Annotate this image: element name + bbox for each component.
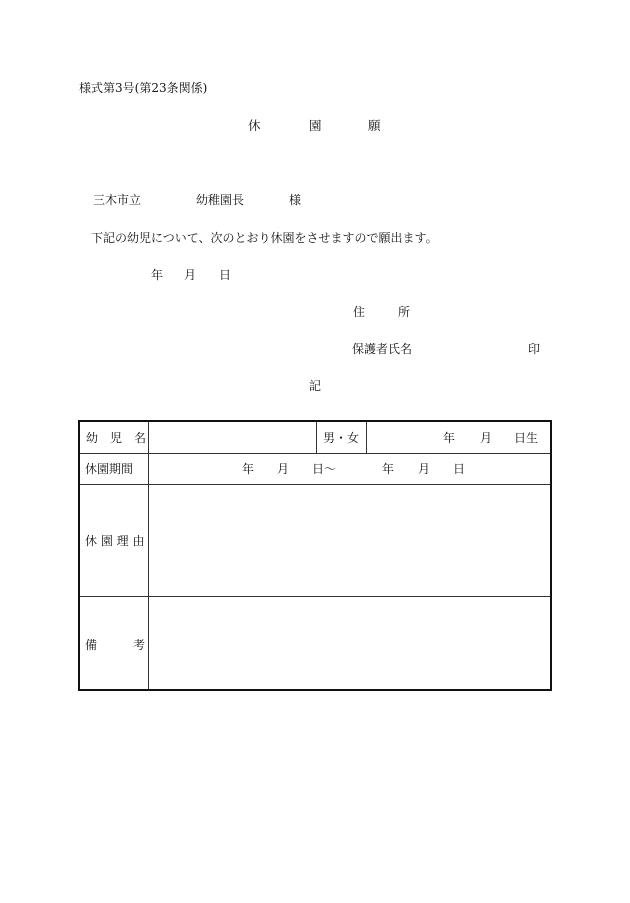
- title-char-1: 休: [248, 118, 261, 133]
- period-end-month: 月: [418, 462, 431, 476]
- gender-left-divider: [316, 422, 317, 453]
- absence-period-label: 休園期間: [85, 462, 134, 476]
- remarks-label-2: 考: [133, 638, 146, 652]
- seal-label: 印: [528, 342, 541, 356]
- row-divider-2: [80, 484, 550, 485]
- birth-year-label: 年: [443, 431, 456, 445]
- address-label-1: 住: [353, 305, 366, 319]
- period-start-month: 月: [277, 462, 290, 476]
- period-end-day: 日: [453, 462, 466, 476]
- guardian-name-label: 保護者氏名: [352, 342, 413, 356]
- period-start-year: 年: [242, 462, 255, 476]
- row-divider-3: [80, 596, 550, 597]
- request-text: 下記の幼児について、次のとおり休園をさせますので願出ます。: [91, 231, 438, 245]
- title-char-3: 願: [368, 118, 381, 133]
- child-name-field[interactable]: [230, 431, 300, 445]
- date-month-label: 月: [184, 268, 197, 282]
- ki-label: 記: [309, 379, 322, 393]
- absence-reason-label: 休 園 理 由: [85, 534, 145, 548]
- birth-month-label: 月: [480, 431, 493, 445]
- addressee-city: 三木市立: [93, 193, 142, 207]
- period-end-year: 年: [382, 462, 395, 476]
- period-start-day: 日〜: [312, 462, 337, 476]
- application-table: [78, 420, 552, 691]
- addressee-honorific: 様: [289, 193, 302, 207]
- absence-reason-field[interactable]: [155, 490, 545, 590]
- remarks-label-1: 備: [85, 638, 98, 652]
- gender-right-divider: [366, 422, 367, 453]
- remarks-field[interactable]: [155, 602, 545, 684]
- row-divider-1: [80, 453, 550, 454]
- gender-options[interactable]: 男・女: [323, 431, 360, 445]
- label-column-divider: [148, 422, 149, 689]
- date-year-label: 年: [151, 268, 164, 282]
- form-number: 様式第3号(第23条関係): [79, 81, 208, 95]
- title-char-2: 園: [309, 118, 322, 133]
- birth-day-label: 日生: [514, 431, 539, 445]
- child-name-label: 幼 児 名: [86, 431, 147, 445]
- addressee-principal: 幼稚園長: [196, 193, 245, 207]
- date-day-label: 日: [219, 268, 232, 282]
- address-label-2: 所: [398, 305, 411, 319]
